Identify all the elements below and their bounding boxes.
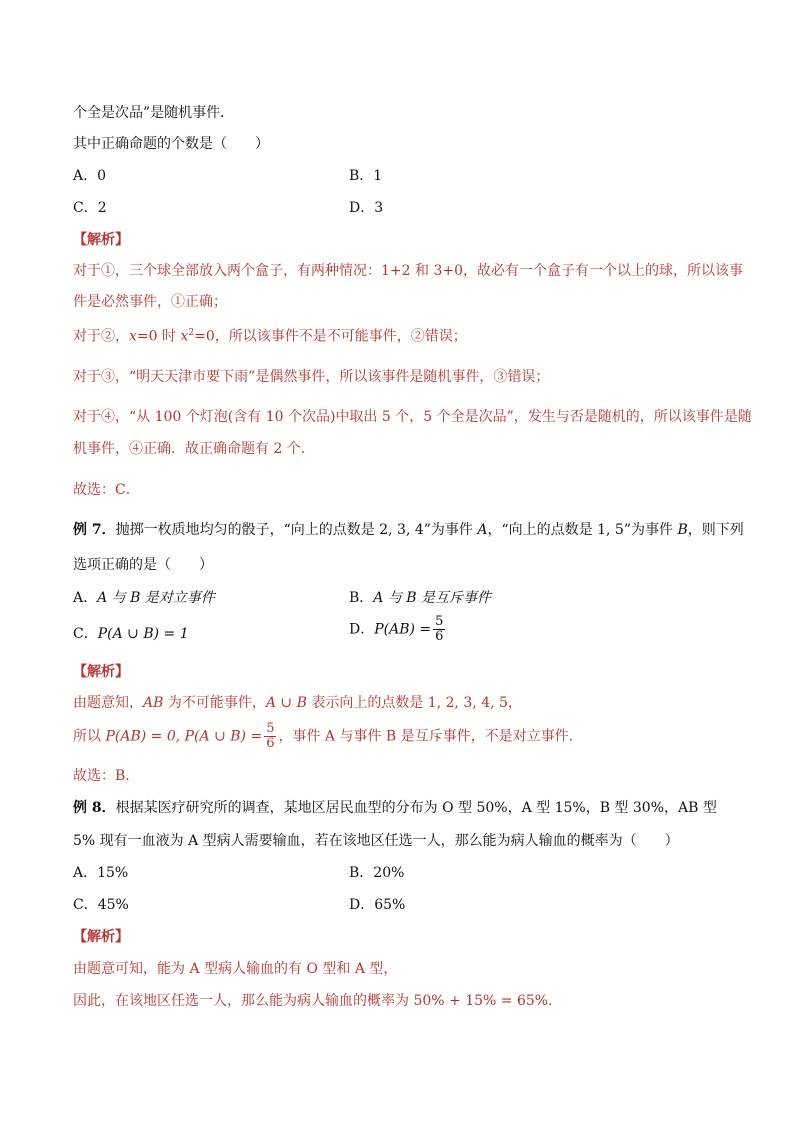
option-d: D．65% bbox=[349, 897, 406, 913]
math-var: x bbox=[180, 328, 189, 345]
question-stem: 其中正确命题的个数是（ ） bbox=[73, 136, 269, 152]
text: 对于②， bbox=[73, 328, 129, 345]
question-stem bbox=[73, 521, 744, 539]
fraction-numerator: 5 bbox=[435, 614, 444, 629]
text: ，事件 A 与事件 B 是互斥事件，不是对立事件. bbox=[278, 728, 574, 745]
option-b: B．1 bbox=[349, 168, 383, 184]
analysis-line bbox=[73, 694, 522, 712]
text: =0，所以该事件不是不可能事件，②错误； bbox=[194, 328, 467, 345]
analysis-heading: 【解析】 bbox=[73, 664, 129, 680]
math-var: x bbox=[129, 328, 137, 345]
option-b bbox=[349, 589, 491, 607]
text: 所以 bbox=[73, 728, 106, 745]
analysis-line: 对于③，“明天天津市要下雨”是偶然事件，所以该事件是随机事件，③错误； bbox=[73, 369, 550, 385]
text: 为不可能事件， bbox=[163, 695, 266, 711]
math-expr: A ∪ B bbox=[265, 695, 307, 711]
math-expr: AB bbox=[143, 695, 164, 711]
answer-line: 故选：B. bbox=[73, 768, 130, 784]
option-c bbox=[73, 625, 189, 643]
fraction bbox=[433, 615, 445, 644]
text: 根据某医疗研究所的调查，某地区居民血型的分布为 O 型 50%，A 型 15%，B 型 30%，AB 型 bbox=[115, 800, 717, 816]
text: =0 时 bbox=[136, 328, 181, 345]
fraction-numerator: 5 bbox=[266, 721, 275, 736]
option-letter: D． bbox=[349, 621, 375, 638]
answer-line: 故选：C． bbox=[73, 482, 140, 498]
option-letter: A． bbox=[73, 590, 98, 606]
analysis-heading: 【解析】 bbox=[73, 232, 129, 248]
analysis-line: 机事件，④正确．故正确命题有 2 个. bbox=[73, 441, 306, 457]
math-sup: 2 bbox=[188, 328, 195, 338]
analysis-line: 因此，在该地区任选一人，那么能为病人输血的概率为 50% + 15% = 65%. bbox=[73, 993, 553, 1009]
fraction-denominator: 6 bbox=[266, 736, 275, 751]
option-text: A 与 B 是对立事件 bbox=[97, 590, 215, 606]
math-var: B bbox=[677, 522, 688, 538]
option-letter: B． bbox=[349, 590, 374, 606]
option-a bbox=[73, 589, 215, 607]
fraction-denominator: 6 bbox=[435, 629, 444, 644]
question-stem: 5% 现有一血液为 A 型病人需要输血，若在该地区任选一人，那么能为病人输血的概率为（ ） bbox=[73, 833, 679, 849]
text-line: 个全是次品”是随机事件． bbox=[73, 105, 235, 121]
math-expr: P(AB) = 0, P(A ∪ B) = bbox=[105, 728, 263, 745]
option-text: A 与 B 是互斥事件 bbox=[373, 590, 492, 606]
option-d: D．3 bbox=[349, 200, 384, 216]
option-a: A．0 bbox=[73, 168, 107, 184]
text: ，“向上的点数是 1, 5”为事件 bbox=[487, 522, 678, 538]
analysis-line: 对于①，三个球全部放入两个盒子，有两种情况：1+2 和 3+0，故必有一个盒子有一个以上的球，所以该事 bbox=[73, 263, 743, 279]
option-c: C．2 bbox=[73, 200, 107, 216]
text: 由题意知， bbox=[73, 695, 143, 711]
analysis-line: 由题意可知，能为 A 型病人输血的有 O 型和 A 型， bbox=[73, 961, 398, 977]
analysis-heading: 【解析】 bbox=[73, 929, 129, 945]
option-b: B．20% bbox=[349, 865, 405, 881]
option-letter: C． bbox=[73, 626, 98, 642]
option-text: P(AB) = bbox=[374, 621, 432, 638]
option-d bbox=[349, 615, 447, 644]
fraction bbox=[264, 722, 276, 751]
question-stem bbox=[73, 799, 717, 817]
text: ，则下列 bbox=[687, 522, 744, 538]
example-label: 例 7． bbox=[73, 522, 116, 538]
text: 抛掷一枚质地均匀的骰子，“向上的点数是 2, 3, 4”为事件 bbox=[115, 522, 478, 538]
example-label: 例 8． bbox=[73, 800, 116, 816]
analysis-line bbox=[73, 722, 573, 751]
analysis-line: 件是必然事件，①正确； bbox=[73, 294, 227, 310]
math-var: A bbox=[477, 522, 488, 538]
option-text: P(A ∪ B) = 1 bbox=[97, 626, 189, 642]
question-stem: 选项正确的是（ ） bbox=[73, 557, 213, 573]
option-a: A．15% bbox=[73, 865, 129, 881]
option-c: C．45% bbox=[73, 897, 129, 913]
text: 表示向上的点数是 1, 2, 3, 4, 5， bbox=[306, 695, 522, 711]
analysis-line: 对于④，“从 100 个灯泡(含有 10 个次品)中取出 5 个，5 个全是次品”，发生与否是随机的，所以该事件是随 bbox=[73, 409, 752, 425]
analysis-line bbox=[73, 324, 467, 346]
